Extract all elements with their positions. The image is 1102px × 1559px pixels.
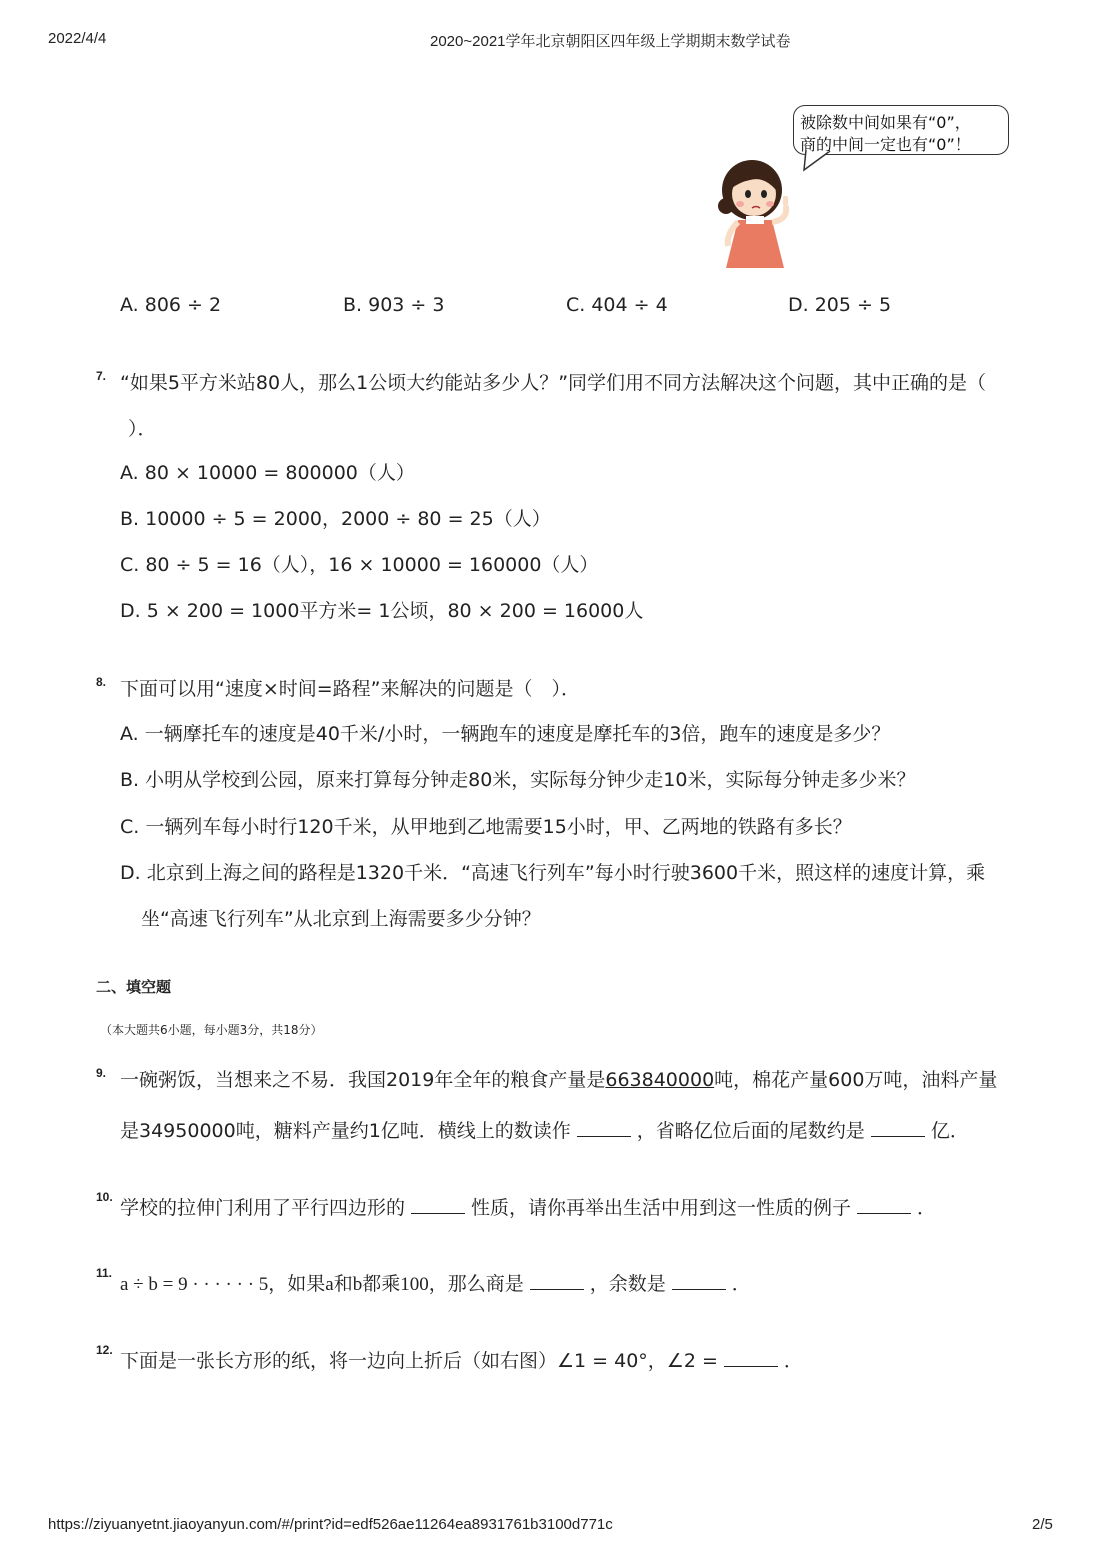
q8-option-b: B. 小明从学校到公园，原来打算每分钟走80米，实际每分钟少走10米，实际每分钟走多少米？ [120, 769, 916, 791]
q7-option-a: A. 80 × 10000 = 800000（人） [120, 462, 415, 484]
q7-option-d: D. 5 × 200 = 1000平方米= 1公顷，80 × 200 = 16000人 [120, 600, 644, 622]
q9-answer-blank-1[interactable] [577, 1118, 631, 1137]
q6-option-c: C. 404 ÷ 4 [566, 294, 668, 316]
q9-line-2 [120, 1118, 969, 1141]
q6-option-d: D. 205 ÷ 5 [788, 294, 892, 316]
section-note: （本大题共6小题，每小题3分，共18分） [100, 1023, 323, 1037]
q11-text-c: ． [731, 1273, 751, 1295]
q11-answer-blank-2[interactable] [672, 1271, 726, 1290]
q11-line [120, 1271, 751, 1294]
q8-stem: 下面可以用“速度×时间=路程”来解决的问题是（ ）． [120, 678, 581, 700]
q9-line-1-text-a: 一碗粥饭，当想来之不易．我国2019年全年的粮食产量是 [120, 1069, 606, 1091]
q11-text-a: a ÷ b = 9 · · · · · · 5，如果a和b都乘100，那么商是 [120, 1274, 524, 1295]
q9-answer-blank-2[interactable] [871, 1118, 925, 1137]
q6-option-b: B. 903 ÷ 3 [343, 294, 445, 316]
q9-line-1 [120, 1071, 997, 1090]
q11-answer-blank-1[interactable] [530, 1271, 584, 1290]
question-number-12: 12. [96, 1343, 113, 1357]
q10-text-b: 性质，请你再举出生活中用到这一性质的例子 [471, 1197, 852, 1219]
question-number-7: 7. [96, 369, 107, 383]
q10-text-a: 学校的拉伸门利用了平行四边形的 [120, 1197, 406, 1219]
illustration-girl [712, 150, 812, 270]
question-number-11: 11. [96, 1266, 113, 1280]
footer-url[interactable]: https://ziyuanyetnt.jiaoyanyun.com/#/print?id=edf526ae11264ea8931761b3100d771c [48, 1516, 613, 1533]
q6-option-a: A. 806 ÷ 2 [120, 294, 222, 316]
section-title: 二、填空题 [96, 978, 172, 996]
q7-option-b: B. 10000 ÷ 5 = 2000，2000 ÷ 80 = 25（人） [120, 508, 551, 530]
q9-line-2-text-c: 亿． [930, 1120, 969, 1142]
question-number-10: 10. [96, 1190, 113, 1204]
q8-option-a: A. 一辆摩托车的速度是40千米/小时，一辆跑车的速度是摩托车的3倍，跑车的速度是多少？ [120, 723, 891, 745]
q9-line-1-text-b: 吨，棉花产量600万吨，油料产量 [714, 1069, 998, 1091]
question-number-8: 8. [96, 675, 107, 689]
page-number: 2/5 [1032, 1516, 1053, 1533]
q8-option-d-line-2: 坐“高速飞行列车”从北京到上海需要多少分钟？ [141, 908, 541, 930]
document-title: 2020~2021学年北京朝阳区四年级上学期期末数学试卷 [430, 33, 791, 50]
q12-text-a: 下面是一张长方形的纸，将一边向上折后（如右图）∠1 = 40°，∠2 = [120, 1350, 718, 1372]
q12-line [120, 1348, 803, 1371]
print-date: 2022/4/4 [48, 30, 107, 47]
q10-line [120, 1195, 936, 1218]
q10-answer-blank-2[interactable] [857, 1195, 911, 1214]
q8-option-c: C. 一辆列车每小时行120千米，从甲地到乙地需要15小时，甲、乙两地的铁路有多长？ [120, 816, 852, 838]
q9-line-2-text-a: 是34950000吨，糖料产量约1亿吨．横线上的数读作 [120, 1120, 571, 1142]
q10-text-c: ． [917, 1197, 937, 1219]
q10-answer-blank-1[interactable] [411, 1195, 465, 1214]
girl-figure-icon [712, 150, 812, 270]
bubble-line-1: 被除数中间如果有“0”， [800, 113, 971, 132]
q12-text-b: ． [783, 1350, 803, 1372]
q11-text-b: ，余数是 [589, 1273, 666, 1295]
q7-option-c: C. 80 ÷ 5 = 16（人），16 × 10000 = 160000（人） [120, 554, 599, 576]
bubble-line-2: 商的中间一定也有“0”！ [800, 135, 971, 154]
q8-option-d-line-1: D. 北京到上海之间的路程是1320千米．“高速飞行列车”每小时行驶3600千米，照这样的速度计算，乘 [120, 862, 986, 884]
q9-underlined-number: 663840000 [605, 1069, 715, 1091]
q7-stem-line-2: ）． [128, 418, 157, 440]
q9-line-2-text-b: ，省略亿位后面的尾数约是 [636, 1120, 865, 1142]
q12-answer-blank[interactable] [724, 1348, 778, 1367]
question-number-9: 9. [96, 1066, 107, 1080]
q7-stem-line-1: “如果5平方米站80人，那么1公顷大约能站多少人？”同学们用不同方法解决这个问题，其中正确的是（ [120, 372, 987, 394]
